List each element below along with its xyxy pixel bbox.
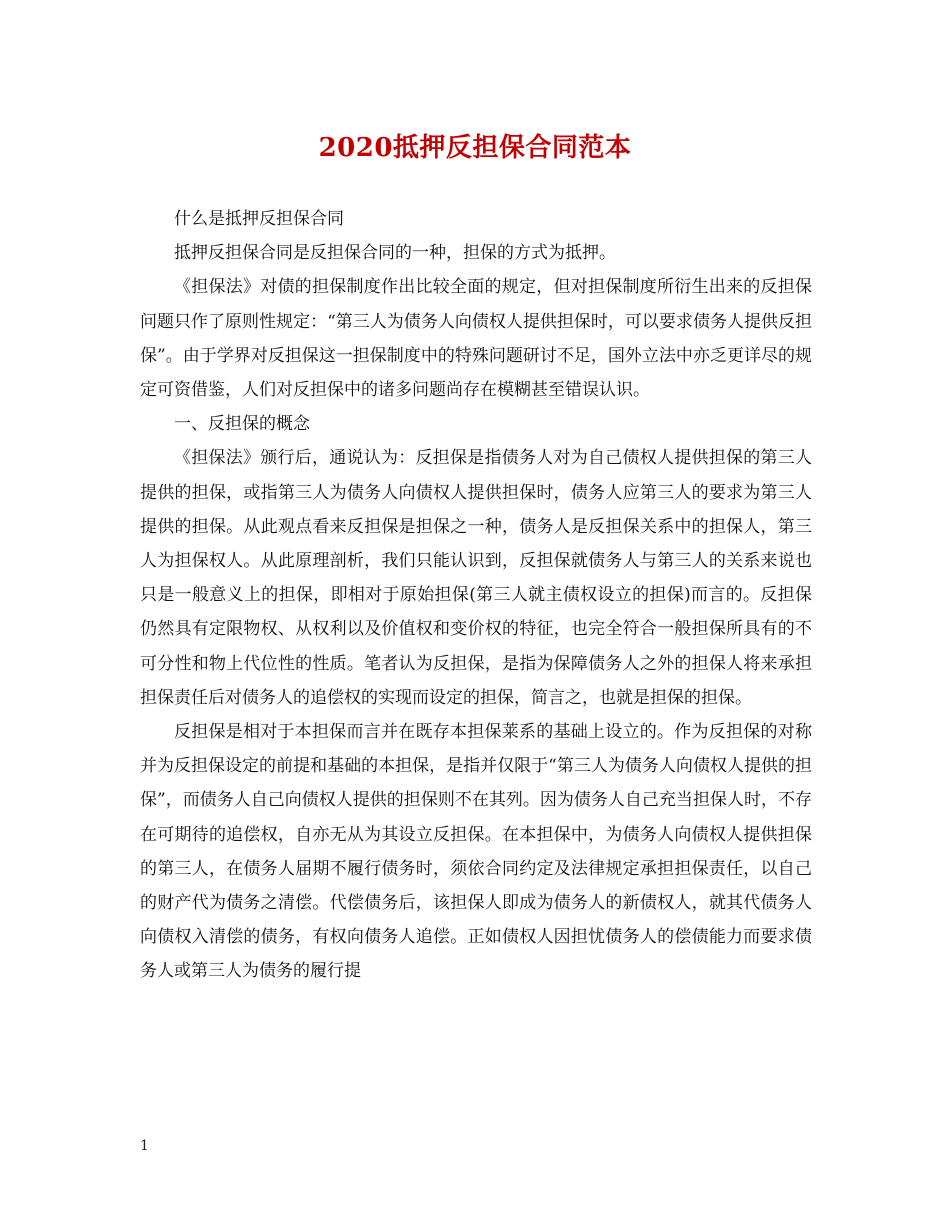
- paragraph-concept-detail: 《担保法》颁行后，通说认为：反担保是指债务人对为自己债权人提供担保的第三人提供的担保，或指第三人为债务人向债权人提供担保时，债务人应第三人的要求为第三人提供的担保。从此观点看来反担保是担保之一种，债务人是反担保关系中的担保人，第三人为担保权人。从此原理剖析，我们只能认识到，反担保就债务人与第三人的关系来说也只是一般意义上的担保，即相对于原始担保(第三人就主债权设立的担保)而言的。反担保仍然具有定限物权、从权利以及价值权和变价权的特征，也完全符合一般担保所具有的不可分性和物上代位性的性质。笔者认为反担保，是指为保障债务人之外的担保人将来承担担保责任后对债务人的追偿权的实现而设定的担保，简言之，也就是担保的担保。: [140, 448, 812, 708]
- paragraph-definition: 抵押反担保合同是反担保合同的一种，担保的方式为抵押。: [174, 243, 616, 264]
- paragraph-heading-concept: 一、反担保的概念: [174, 414, 310, 435]
- paragraph-guarantee-law: 《担保法》对债的担保制度作出比较全面的规定，但对担保制度所衍生出来的反担保问题只作了原则性规定：“第三人为债务人向债权人提供担保时，可以要求债务人提供反担保”。由于学界对反担保这一担保制度中的特殊问题研讨不足，国外立法中亦乏更详尽的规定可资借鉴，人们对反担保中的诸多问题尚存在模糊甚至错误认识。: [140, 277, 812, 401]
- document-title: 2020抵押反担保合同范本: [318, 133, 632, 163]
- paragraph-original-guarantee: 反担保是相对于本担保而言并在既存本担保莱系的基础上设立的。作为反担保的对称并为反担保设定的前提和基础的本担保，是指并仅限于“第三人为债务人向债权人提供的担保”，而债务人自己向债权人提供的担保则不在其列。因为债务人自己充当担保人时，不存在可期待的追偿权，自亦无从为其设立反担保。在本担保中，为债务人向债权人提供担保的第三人，在债务人届期不履行债务时，须依合同约定及法律规定承担担保责任，以自己的财产代为债务之清偿。代偿债务后，该担保人即成为债务人的新债权人，就其代债务人向债权入清偿的债务，有权向债务人追偿。正如债权人因担忧债务人的偿债能力而要求债务人或第三人为债务的履行提: [140, 722, 812, 982]
- document-body: [140, 202, 812, 989]
- paragraph-heading-what-is: 什么是抵押反担保合同: [174, 209, 344, 229]
- page-number: 1: [140, 1138, 149, 1154]
